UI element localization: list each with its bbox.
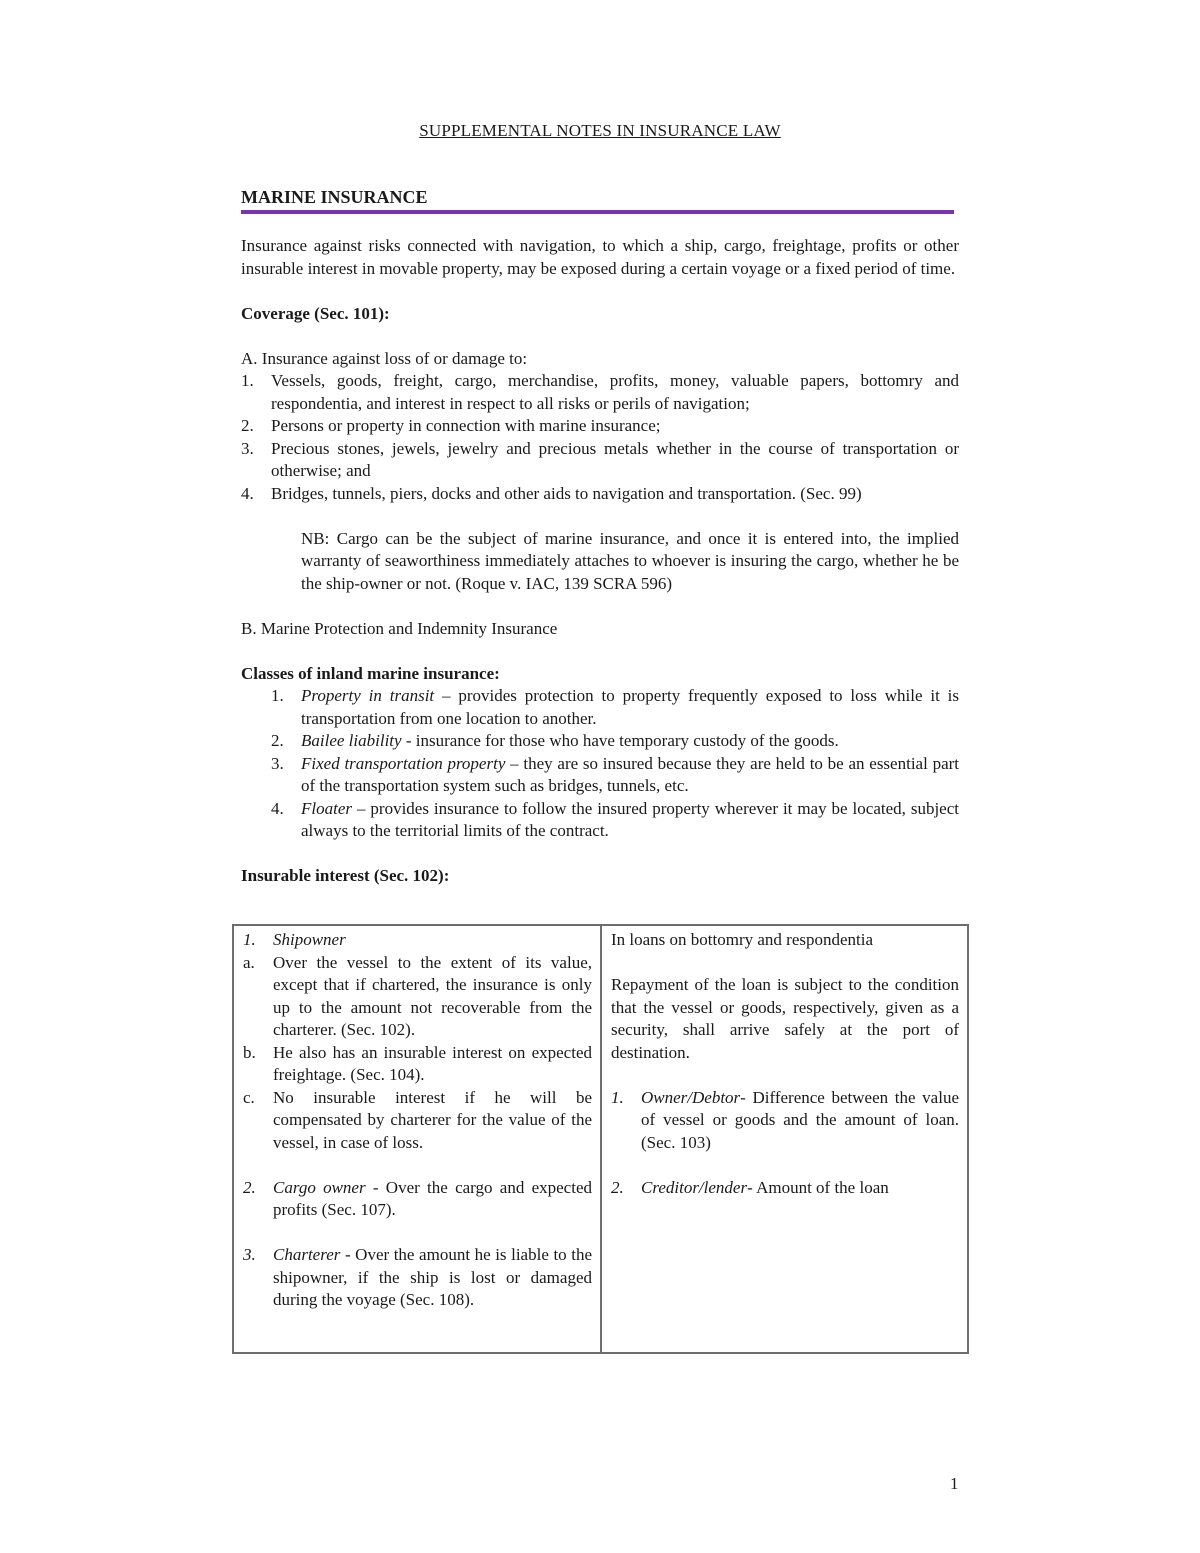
- list-item: c. No insurable interest if he will be compensated by charterer for the value of the vessel, in case of loss.: [243, 1087, 592, 1152]
- list-item: 2. Bailee liability - insurance for those who have temporary custody of the goods.: [271, 731, 839, 750]
- list-item: 4. Bridges, tunnels, piers, docks and other aids to navigation and transportation. (Sec. 99): [241, 483, 862, 503]
- table-cell-left: [233, 925, 601, 1353]
- coverage-heading: Coverage (Sec. 101):: [241, 303, 390, 323]
- list-item: 2. Persons or property in connection with marine insurance;: [241, 416, 661, 435]
- heading-rule: [241, 210, 954, 214]
- list-item: a. Over the vessel to the extent of its value, except that if chartered, the insurance is only up to the amount not recoverable from the charterer. (Sec. 102).: [243, 952, 592, 1039]
- nb-note: NB: Cargo can be the subject of marine insurance, and once it is entered into, the implied warranty of seaworthiness immediately attaches to whoever is insuring the cargo, whether he be the ship-owner or not. (Roque v. IAC, 139 SCRA 596): [301, 528, 959, 593]
- list-item-creditor-lender: 2. Creditor/lender- Amount of the loan: [611, 1177, 889, 1197]
- coverage-list: [241, 370, 959, 505]
- right-list: [611, 1087, 959, 1200]
- insurable-interest-table: [232, 924, 969, 1354]
- definition-paragraph: Insurance against risks connected with navigation, to which a ship, cargo, freightage, profits or other insurable interest in movable property, may be exposed during a certain voyage or a fixed period of time.: [241, 236, 959, 278]
- list-item-owner-debtor: 1. Owner/Debtor- Difference between the value of vessel or goods and the amount of loan. (Sec. 103): [611, 1087, 959, 1152]
- coverage-intro-b: B. Marine Protection and Indemnity Insurance: [241, 618, 558, 638]
- classes-heading: Classes of inland marine insurance:: [241, 663, 500, 683]
- document-title: SUPPLEMENTAL NOTES IN INSURANCE LAW: [419, 121, 781, 140]
- insurable-heading: Insurable interest (Sec. 102):: [241, 866, 450, 885]
- list-item-charterer: 3. Charterer - Over the amount he is liable to the shipowner, if the ship is lost or damaged during the voyage (Sec. 108).: [243, 1245, 592, 1309]
- table-cell-right: [601, 925, 968, 1353]
- list-item: 4. Floater – provides insurance to follow the insured property wherever it may be located, subject always to the territorial limits of the contract.: [271, 798, 959, 840]
- list-item: b. He also has an insurable interest on expected freightage. (Sec. 104).: [243, 1042, 592, 1084]
- bottomry-condition: Repayment of the loan is subject to the condition that the vessel or goods, respectively, given as a security, shall arrive safely at the port of destination.: [611, 975, 959, 1062]
- list-item-shipowner: 1. Shipowner a. Over the vessel to the extent of its value, except that if chartered, the insurance is only up to the amount not recoverable from the charterer. (Sec. 102). b. He also has an insurable interest on expected freightage. (Sec. 104). c. No insurable interest if he will be compensated by charterer for the value of the vessel, in case of loss.: [243, 929, 592, 1154]
- left-list: [243, 929, 592, 1312]
- table-row: [233, 925, 968, 1353]
- bottomry-intro: In loans on bottomry and respondentia: [611, 930, 874, 949]
- list-item-cargo-owner: 2. Cargo owner - Over the cargo and expected profits (Sec. 107).: [243, 1177, 592, 1219]
- main-content: [241, 186, 959, 888]
- coverage-intro-a: A. Insurance against loss of or damage to:: [241, 348, 528, 368]
- list-item: 1. Vessels, goods, freight, cargo, merchandise, profits, money, valuable papers, bottomry and respondentia, and interest in respect to all risks or perils of navigation;: [241, 371, 959, 413]
- list-item: 3. Precious stones, jewels, jewelry and precious metals whether in the course of transportation or otherwise; and: [241, 438, 959, 480]
- page-number: 1: [950, 1474, 959, 1493]
- list-item: 1. Property in transit – provides protection to property frequently exposed to loss while it is transportation from one location to another.: [271, 686, 959, 728]
- section-heading: MARINE INSURANCE: [241, 187, 428, 207]
- classes-list: [241, 685, 959, 843]
- list-item: 3. Fixed transportation property – they are so insured because they are held to be an essential part of the transportation system such as bridges, tunnels, etc.: [271, 753, 959, 795]
- shipowner-sub-list: [243, 952, 592, 1155]
